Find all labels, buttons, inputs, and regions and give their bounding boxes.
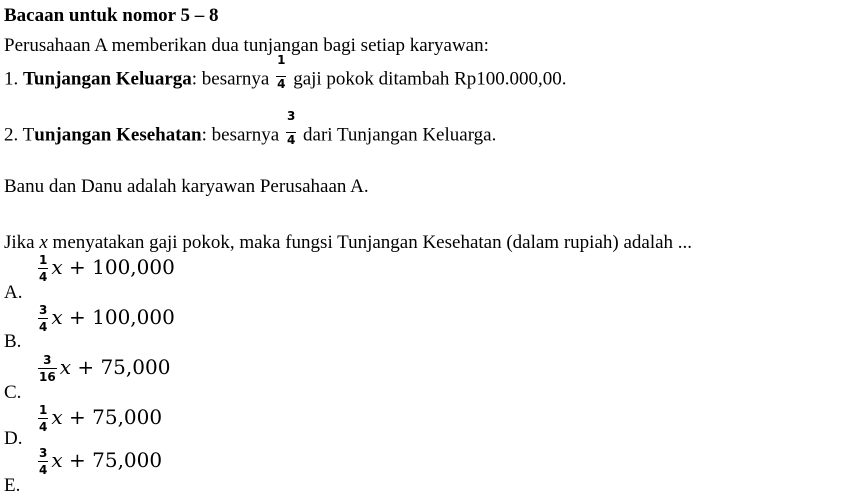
question-variable: x: [39, 232, 48, 253]
item-1: [4, 53, 567, 98]
item-2-text-after: dari Tunjangan Keluarga.: [303, 124, 497, 146]
item-1-fraction: [276, 54, 286, 90]
option-b-letter: B.: [4, 331, 22, 352]
fraction-denominator: 4: [39, 420, 48, 434]
item-2-number: 2. T: [4, 124, 35, 146]
item-1-text-after: gaji pokok ditambah Rp100.000,00.: [293, 68, 567, 90]
question-text: [4, 233, 692, 252]
intro-text: Perusahaan A memberikan dua tunjangan bagi setiap karyawan:: [4, 35, 489, 56]
option-a-constant: + 100,000: [62, 255, 175, 279]
option-e-fraction: [38, 447, 48, 476]
option-d-letter: D.: [4, 428, 23, 449]
fraction-numerator: 3: [38, 354, 57, 369]
item-1-text-before: : besarnya: [191, 68, 270, 90]
passage-heading: Bacaan untuk nomor 5 – 8: [4, 5, 219, 26]
option-b-expression[interactable]: [38, 304, 175, 333]
item-2: [4, 109, 497, 154]
item-1-number: 1.: [4, 68, 23, 90]
option-a-variable: x: [51, 255, 63, 279]
option-c-variable: x: [59, 355, 71, 379]
option-b-constant: + 100,000: [62, 305, 175, 329]
fraction-numerator: 1: [276, 54, 286, 77]
option-d-constant: + 75,000: [62, 405, 163, 429]
option-e-expression[interactable]: [38, 447, 162, 476]
fraction-denominator: 4: [277, 77, 286, 91]
fraction-numerator: 1: [39, 403, 48, 417]
fraction-denominator: 4: [39, 463, 48, 477]
item-2-title: unjangan Kesehatan: [34, 124, 202, 146]
option-a-letter: A.: [4, 282, 23, 303]
option-d-fraction: [38, 404, 48, 433]
fraction-denominator: 4: [39, 320, 48, 334]
fraction-numerator: 1: [39, 253, 48, 267]
option-c-letter: C.: [4, 382, 22, 403]
option-a-fraction: [38, 254, 48, 283]
fraction-denominator: 16: [39, 370, 56, 384]
option-e-variable: x: [51, 448, 63, 472]
option-c-fraction: [38, 354, 57, 383]
option-e-letter: E.: [4, 475, 21, 496]
fraction-numerator: 3: [286, 110, 296, 133]
option-b-fraction: [38, 304, 48, 333]
option-c-constant: + 75,000: [70, 355, 171, 379]
item-2-fraction: [286, 110, 296, 146]
fraction-denominator: 4: [286, 133, 296, 147]
option-e-constant: + 75,000: [62, 448, 163, 472]
fraction-numerator: 3: [39, 303, 48, 317]
item-1-title: Tunjangan Keluarga: [23, 68, 192, 90]
question-after-var: menyatakan gaji pokok, maka fungsi Tunjangan Kesehatan (dalam rupiah) adalah ...: [47, 232, 693, 253]
option-b-variable: x: [51, 305, 63, 329]
question-before-var: Jika: [4, 232, 40, 253]
option-c-expression[interactable]: [38, 354, 170, 383]
fraction-numerator: 3: [39, 446, 48, 460]
option-d-variable: x: [51, 405, 63, 429]
item-2-text-before: : besarnya: [201, 124, 280, 146]
option-a-expression[interactable]: [38, 254, 175, 283]
option-d-expression[interactable]: [38, 404, 162, 433]
closing-text: Banu dan Danu adalah karyawan Perusahaan A.: [4, 176, 369, 197]
fraction-denominator: 4: [39, 270, 48, 284]
